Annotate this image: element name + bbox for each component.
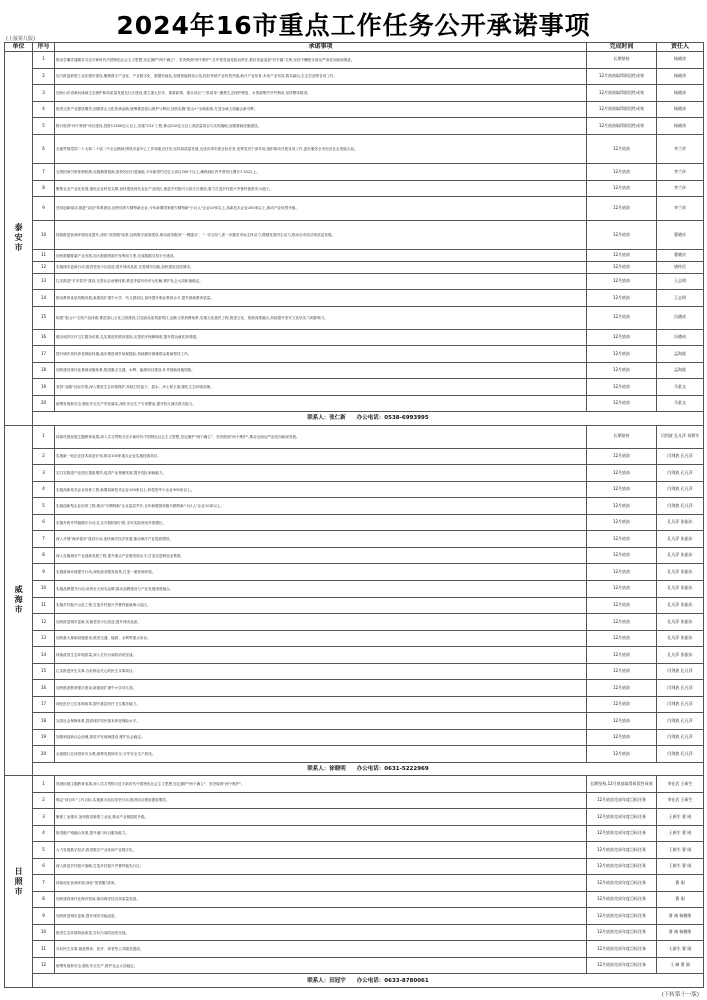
commitment-text: 巩固拓展主题教育成果,深入学习贯彻习近平新时代中国特色社会主义思想,坚定拥护"两个确立"、坚决做到"两个维护"。 xyxy=(55,776,587,793)
commitment-text: 实施创新型企业培育工程,推动"专精特新"企业量质齐升,全年新增国家级专精特新"小巨人"企业10家以上。 xyxy=(55,498,587,515)
row-number: 13 xyxy=(33,630,55,647)
completion-time: 长期坚持 xyxy=(587,425,657,448)
row-number: 6 xyxy=(33,134,55,164)
completion-time: 12月底前 xyxy=(587,713,657,730)
row-number: 9 xyxy=(33,908,55,925)
contact-info: 联系人：徐晓明 办公电话：0631-5222969 xyxy=(33,762,704,775)
commitment-text: 构建"泰山+"文旅产品体系,推进泰山文化公园建设,打造高品质旅游景区,创新文旅消费场景,实施文化惠民工程,推进文化、旅游深度融合,持续提升泰安文化软实力和影响力。 xyxy=(55,306,587,329)
row-number: 10 xyxy=(33,580,55,597)
edition-note: (上接第九版) xyxy=(6,36,35,42)
completion-time: 12月底前取得阶段性成效 xyxy=(587,101,657,118)
responsible-person: 闫剑波 孔凡萍 xyxy=(657,465,704,482)
table-row xyxy=(5,547,704,564)
header-no: 序号 xyxy=(33,43,55,52)
contact-row xyxy=(5,974,704,988)
table-row xyxy=(5,85,704,102)
responsible-person: 闫剑波 孔凡萍 xyxy=(657,448,704,465)
completion-time: 12月底前完成年度目标任务 xyxy=(587,875,657,892)
responsible-person: 孔凡萍 张振东 xyxy=(657,531,704,548)
continued-note: (下转第十一版) xyxy=(661,992,699,998)
table-row xyxy=(5,306,704,329)
commitment-text: 扎实推进"平安泰安"建设,完善社会治理体系,推进矛盾纠纷多元化解,维护社会大局和谐稳定。 xyxy=(55,273,587,290)
commitment-text: 办好民生实事,推进教育、医疗、养老等公共服务提质。 xyxy=(55,941,587,958)
completion-time: 12月底前完成年度目标任务 xyxy=(587,924,657,941)
completion-time: 12月底前完成年度目标任务 xyxy=(587,941,657,958)
row-number: 1 xyxy=(33,52,55,69)
completion-time: 12月底前 xyxy=(587,306,657,329)
row-number: 11 xyxy=(33,250,55,262)
completion-time: 12月底前完成年度目标任务 xyxy=(587,825,657,842)
row-number: 6 xyxy=(33,858,55,875)
responsible-person: 冯德成 xyxy=(657,329,704,346)
table-row xyxy=(5,729,704,746)
completion-time: 12月底前 xyxy=(587,362,657,379)
table-row xyxy=(5,329,704,346)
row-number: 11 xyxy=(33,597,55,614)
responsible-person: 闫剑波 孔凡萍 xyxy=(657,696,704,713)
completion-time: 12月底前 xyxy=(587,614,657,631)
header-task: 承诺事项 xyxy=(55,43,587,52)
responsible-person: 闫剑波 孔凡萍 xyxy=(657,498,704,515)
row-number: 4 xyxy=(33,825,55,842)
row-number: 15 xyxy=(33,306,55,329)
completion-time: 12月底前 xyxy=(587,746,657,763)
row-number: 7 xyxy=(33,875,55,892)
table-row xyxy=(5,941,704,958)
row-number: 16 xyxy=(33,680,55,697)
responsible-person: 闫剑波 孔凡萍 xyxy=(657,680,704,697)
commitment-text: 推进生态环境持续改善,打好污染防治攻坚战。 xyxy=(55,924,587,941)
responsible-person: 孔凡萍 张振东 xyxy=(657,630,704,647)
row-number: 3 xyxy=(33,465,55,482)
row-number: 11 xyxy=(33,941,55,958)
completion-time: 12月底前完成年度目标任务 xyxy=(587,842,657,859)
responsible-person: 闫剑波 孔凡萍 刘炳军 xyxy=(657,425,704,448)
commitment-text: 加快建设现代化基础设施体系,推进重点交通、水利、能源项目建设,补齐基础设施短板。 xyxy=(55,362,587,379)
row-number: 3 xyxy=(33,85,55,102)
table-row xyxy=(5,564,704,581)
table-row xyxy=(5,425,704,448)
commitment-text: 实施品牌提升行动,培育壮大知名品牌,推动品牌建设与产业发展深度融合。 xyxy=(55,580,587,597)
commitment-text: 加力推进新型工业化强市建设,聚焦数字产业化、产业数字化、数据价值化,加强智能制造示范,抓好传统产业转型升级,新兴产业培育,未来产业布局,数实融合,生态打造等各项工作。 xyxy=(55,68,587,85)
row-number: 1 xyxy=(33,776,55,793)
commitment-text: 完善社会保障体系,提高城乡居民基本养老保险水平。 xyxy=(55,713,587,730)
commitment-text: 加快建设现代化海洋牧场,推动海洋经济高质量发展。 xyxy=(55,891,587,908)
table-row xyxy=(5,875,704,892)
table-row xyxy=(5,290,704,307)
row-number: 18 xyxy=(33,362,55,379)
completion-time: 12月底前 xyxy=(587,680,657,697)
completion-time: 12月底前 xyxy=(587,164,657,181)
commitment-text: 持续优化营商环境,深化"放管服"改革。 xyxy=(55,875,587,892)
completion-time: 12月底前完成年度目标任务 xyxy=(587,809,657,826)
table-row xyxy=(5,647,704,664)
table-row xyxy=(5,481,704,498)
commitment-text: 加快重大基础设施建设,推进交通、能源、水利等重点项目。 xyxy=(55,630,587,647)
contact-info: 联系人：田冠宇 办公电话：0633-8780061 xyxy=(33,974,704,988)
responsible-person: 李在武 王新生 xyxy=(657,776,704,793)
completion-time: 12月底前 xyxy=(587,465,657,482)
table-row xyxy=(5,531,704,548)
completion-time: 12月底前 xyxy=(587,220,657,250)
table-row xyxy=(5,250,704,262)
commitment-text: 加快推进城市更新,实施老旧小区改造,提升城市品质。 xyxy=(55,614,587,631)
row-number: 2 xyxy=(33,68,55,85)
commitment-text: 聚焦农业产业化发展,强化农业科技支撑,加快建设现代农业产业园区,推进乡村振兴示范片区建设,着力打造乡村振兴齐鲁样板泰安示范区。 xyxy=(55,180,587,197)
responsible-person: 李在武 王新生 xyxy=(657,792,704,809)
commitment-text: 全面贯彻党的二十大和二十届二中全会精神,围绕市委中心工作和重点任务,坚持高质量发展,完成各项年度目标任务,发挥党员干部作用,组织推动开展各项工作,更好服务全市经济社会发展大局。 xyxy=(55,134,587,164)
completion-time: 12月底前 xyxy=(587,346,657,363)
completion-time: 12月底前完成年度目标任务 xyxy=(587,858,657,875)
unit-cell: 日照市 xyxy=(5,776,33,988)
completion-time: 12月底前 xyxy=(587,580,657,597)
commitment-text: 实打实推进产业园区提质增效,促进产业集聚发展,提升园区承载能力。 xyxy=(55,465,587,482)
commitment-text: 锚定"项目年"工作目标,实施重大项目攻坚行动,推进项目建设提质增效。 xyxy=(55,792,587,809)
row-number: 4 xyxy=(33,481,55,498)
responsible-person: 闫剑波 孔凡萍 xyxy=(657,663,704,680)
responsible-person: 孟海波 xyxy=(657,362,704,379)
responsible-person: 王新生 曹 刚 xyxy=(657,825,704,842)
completion-time: 12月底前取得阶段性成效 xyxy=(587,118,657,135)
table-row xyxy=(5,842,704,859)
table-row xyxy=(5,858,704,875)
responsible-person: 孟海波 xyxy=(657,346,704,363)
table-row xyxy=(5,746,704,763)
responsible-person: 李兰祥 xyxy=(657,164,704,181)
responsible-person: 王新生 曹 刚 xyxy=(657,941,704,958)
commitment-text: 全面践行总体国家安全观,统筹发展和安全,守牢安全生产底线。 xyxy=(55,746,587,763)
completion-time: 12月底前完成年度目标任务 xyxy=(587,908,657,925)
table-row xyxy=(5,346,704,363)
row-number: 17 xyxy=(33,346,55,363)
completion-time: 12月底前 xyxy=(587,547,657,564)
completion-time: 12月底前 xyxy=(587,273,657,290)
row-number: 10 xyxy=(33,220,55,250)
table-row xyxy=(5,68,704,85)
commitment-text: 实施城市更新行动,推进老旧小区改造,提升城市品质,完善城市功能,加快建设宜居城市。 xyxy=(55,261,587,273)
contact-info: 联系人：张仁新 办公电话：0538-6993995 xyxy=(33,412,704,425)
responsible-person: 王 峰 曹 刚 xyxy=(657,957,704,974)
commitment-text: 统筹发展和安全,强化安全生产,维护社会大局稳定。 xyxy=(55,957,587,974)
completion-time: 12月底前完成年度目标任务 xyxy=(587,957,657,974)
table-row xyxy=(5,663,704,680)
responsible-person: 曹 刚 杨德维 xyxy=(657,924,704,941)
commitment-text: 实施营商环境提升行动,深化政务服务改革,打造一流营商环境。 xyxy=(55,564,587,581)
completion-time: 12月底前完成年度目标任务 xyxy=(587,891,657,908)
completion-time: 12月底前 xyxy=(587,379,657,396)
row-number: 19 xyxy=(33,729,55,746)
row-number: 3 xyxy=(33,809,55,826)
row-number: 4 xyxy=(33,101,55,118)
unit-cell: 威海市 xyxy=(5,425,33,775)
table-row xyxy=(5,614,704,631)
table-row xyxy=(5,908,704,925)
row-number: 5 xyxy=(33,118,55,135)
completion-time: 12月底前 xyxy=(587,180,657,197)
commitment-text: 加快数据要素产业发展,加大数据资源开发利用力度,完成数据交易平台建设。 xyxy=(55,250,587,262)
table-row xyxy=(5,197,704,220)
row-number: 8 xyxy=(33,180,55,197)
row-number: 20 xyxy=(33,395,55,412)
completion-time: 12月底前取得阶段性成效 xyxy=(587,85,657,102)
commitment-text: 深入开展"海洋强市"建设行动,加快海洋经济发展,推动海洋产业提质增效。 xyxy=(55,531,587,548)
completion-time: 12月底前 xyxy=(587,663,657,680)
commitment-text: 持续改善生态环境质量,深入打好污染防治攻坚战。 xyxy=(55,647,587,664)
commitment-text: 持续巩固拓展主题教育成果,深入学习贯彻习近平新时代中国特色社会主义思想,坚定拥护"两个确立"、坚决做到"两个维护",推动全面从严治党向纵深发展。 xyxy=(55,425,587,448)
completion-time: 12月底前 xyxy=(587,696,657,713)
row-number: 19 xyxy=(33,379,55,396)
responsible-person: 孔凡萍 张振东 xyxy=(657,647,704,664)
row-number: 12 xyxy=(33,614,55,631)
responsible-person: 冯德成 xyxy=(657,306,704,329)
completion-time: 12月底前 xyxy=(587,197,657,220)
table-body xyxy=(5,52,704,988)
responsible-person: 杨晓涛 xyxy=(657,52,704,69)
commitment-text: 深入实施城市产业创新发展工程,提升重点产业链发展水平,打造先进制造业集群。 xyxy=(55,547,587,564)
table-row xyxy=(5,924,704,941)
responsible-person: 孔凡萍 张振东 xyxy=(657,597,704,614)
responsible-person: 孔凡萍 张振东 xyxy=(657,580,704,597)
table-row xyxy=(5,792,704,809)
responsible-person: 李兰祥 xyxy=(657,180,704,197)
completion-time: 12月底前 xyxy=(587,290,657,307)
unit-cell: 泰安市 xyxy=(5,52,33,426)
table-row xyxy=(5,680,704,697)
responsible-person: 王新生 曹 刚 xyxy=(657,858,704,875)
row-number: 17 xyxy=(33,696,55,713)
responsible-person: 孔凡萍 张振东 xyxy=(657,614,704,631)
row-number: 5 xyxy=(33,498,55,515)
row-number: 16 xyxy=(33,329,55,346)
row-number: 20 xyxy=(33,746,55,763)
commitment-text: 提升城乡居民养老保险待遇,稳步推进城乡低保提标,持续做好困难群众救助帮扶工作。 xyxy=(55,346,587,363)
responsible-person: 曹 刚 xyxy=(657,891,704,908)
completion-time: 12月底前 xyxy=(587,531,657,548)
row-number: 10 xyxy=(33,924,55,941)
completion-time: 12月底前 xyxy=(587,729,657,746)
responsible-person: 杨晓涛 xyxy=(657,118,704,135)
table-row xyxy=(5,580,704,597)
completion-time: 12月底前取得阶段性成效 xyxy=(587,68,657,85)
responsible-person: 马景文 xyxy=(657,379,704,396)
table-row xyxy=(5,630,704,647)
responsible-person: 王新生 曹 刚 xyxy=(657,809,704,826)
completion-time: 12月底前 xyxy=(587,261,657,273)
header-owner: 责任人 xyxy=(657,43,704,52)
completion-time: 12月底前 xyxy=(587,250,657,262)
responsible-person: 王志明 xyxy=(657,290,704,307)
responsible-person: 闫剑波 孔凡萍 xyxy=(657,746,704,763)
commitment-text: 实施高新技术企业培育工程,新增高新技术企业100家以上,科技型中小企业300家以上。 xyxy=(55,481,587,498)
row-number: 1 xyxy=(33,425,55,448)
row-number: 6 xyxy=(33,514,55,531)
completion-time: 12月底前 xyxy=(587,564,657,581)
table-row xyxy=(5,52,704,69)
commitment-text: 实施新一轮企业技术改造计划,推动100家重点企业实施技改项目。 xyxy=(55,448,587,465)
row-number: 18 xyxy=(33,713,55,730)
row-number: 14 xyxy=(33,290,55,307)
commitment-text: 统筹发展和安全,强化安全生产责任落实,深化安全生产专项整治,提升防灾减灾救灾能力。 xyxy=(55,395,587,412)
responsible-person: 曹 刚 xyxy=(657,875,704,892)
completion-time: 12月底前 xyxy=(587,395,657,412)
responsible-person: 闫剑波 孔凡萍 xyxy=(657,481,704,498)
commitment-text: 实施外资外贸稳增长行动,扎实开展招商引资,全年实际使用外资增长。 xyxy=(55,514,587,531)
row-number: 9 xyxy=(33,564,55,581)
commitment-text: 推动学懂弄通做实习近平新时代中国特色社会主义思想,坚定拥护"两个确立"、坚决做到"两个维护",打牢管党治党政治责任,抓好省委巡视"后半篇"文章,坚持不懈把全面从严治党向纵深推进。 xyxy=(55,52,587,69)
table-row xyxy=(5,891,704,908)
table-row xyxy=(5,514,704,531)
row-number: 13 xyxy=(33,273,55,290)
row-number: 7 xyxy=(33,531,55,548)
commitment-table xyxy=(4,42,704,988)
table-row xyxy=(5,465,704,482)
completion-time: 12月底前 xyxy=(587,647,657,664)
table-row xyxy=(5,776,704,793)
table-row xyxy=(5,164,704,181)
commitment-text: 实施乡村振兴示范工程,打造乡村振兴齐鲁样板威海示范区。 xyxy=(55,597,587,614)
row-number: 12 xyxy=(33,261,55,273)
table-row xyxy=(5,696,704,713)
completion-time: 12月底前 xyxy=(587,630,657,647)
responsible-person: 王志明 xyxy=(657,273,704,290)
header-unit: 单位 xyxy=(5,43,33,52)
table-row xyxy=(5,825,704,842)
row-number: 12 xyxy=(33,957,55,974)
commitment-text: 健全城乡医疗卫生服务体系,扎实推进医联体建设,完善医疗保障制度,提升群众就医获得感。 xyxy=(55,329,587,346)
responsible-person: 李兰祥 xyxy=(657,134,704,164)
header-time: 完成时间 xyxy=(587,43,657,52)
responsible-person: 闫剑波 孔凡萍 xyxy=(657,729,704,746)
table-header-row xyxy=(5,43,704,52)
commitment-text: 加快山东省黄河流域生态保护和高质量发展先行区建设,建立重大任务、重要政策、重点项目"三张清单",聚焦生态保护修复、水资源集约节约利用,坚持整体推进。 xyxy=(55,85,587,102)
page-title: 2024年16市重点工作任务公开承诺事项 xyxy=(116,11,591,40)
table-row xyxy=(5,273,704,290)
responsible-person: 曹晓庆 xyxy=(657,250,704,262)
commitment-text: 加快推进城市更新,提升城市功能品质。 xyxy=(55,908,587,925)
commitment-text: 加快推进教育强市建设,新建改扩建中小学幼儿园。 xyxy=(55,680,587,697)
commitment-text: 推动教育优质均衡发展,新建改扩建中小学、幼儿园项目,加快提升职业教育水平,提升基础教育质量。 xyxy=(55,290,587,307)
completion-time: 长期坚持 xyxy=(587,52,657,69)
responsible-person: 王新生 曹 刚 xyxy=(657,842,704,859)
table-row xyxy=(5,101,704,118)
commitment-text: 坚持创新驱动,推进"双创"体系建设,加快培育专精特新企业,今年新增国家级专精特新"小巨人"企业10家以上,高新技术企业100家以上,推动产业转型升级。 xyxy=(55,197,587,220)
table-row xyxy=(5,809,704,826)
commitment-text: 推进文旅产业提质增效,加强泰山文化传承创新,统筹推进泰山保护与利用,加快实施"泰山+"全域旅游,打造全域文旅融合新引擎。 xyxy=(55,101,587,118)
responsible-person: 曹 刚 杨德维 xyxy=(657,908,704,925)
responsible-person: 李兰祥 xyxy=(657,197,704,220)
responsible-person: 孔凡萍 张振东 xyxy=(657,514,704,531)
completion-time: 长期坚持,12月底前取得阶段性成效 xyxy=(587,776,657,793)
responsible-person: 马景文 xyxy=(657,395,704,412)
commitment-text: 大力发展数字经济,推进数字产业化和产业数字化。 xyxy=(55,842,587,859)
row-number: 8 xyxy=(33,547,55,564)
completion-time: 12月底前 xyxy=(587,448,657,465)
row-number: 8 xyxy=(33,891,55,908)
commitment-text: 加强和创新社会治理,推进平安威海建设,维护社会稳定。 xyxy=(55,729,587,746)
completion-time: 12月底前 xyxy=(587,597,657,614)
completion-time: 12月底前 xyxy=(587,481,657,498)
completion-time: 12月底前 xyxy=(587,134,657,164)
responsible-person: 杨晓涛 xyxy=(657,85,704,102)
commitment-text: 坚持"双碳"目标引领,深入推进生态环境保护,持续打好蓝天、碧水、净土保卫战,强化生态环境治理。 xyxy=(55,379,587,396)
commitment-text: 深入推进乡村振兴战略,打造乡村振兴齐鲁样板先行区。 xyxy=(55,858,587,875)
table-row xyxy=(5,379,704,396)
table-row xyxy=(5,118,704,135)
responsible-person: 孔凡萍 张振东 xyxy=(657,564,704,581)
row-number: 9 xyxy=(33,197,55,220)
table-row xyxy=(5,220,704,250)
table-row xyxy=(5,362,704,379)
completion-time: 12月底前完成年度目标任务 xyxy=(587,792,657,809)
commitment-text: 持续推进营商环境优化提升,深化"放管服"改革,加快数字政府建设,推动政务服务"一网通办"、"一次办好",进一步激发市场主体活力,增强发展内生动力,推动全市经济高质量发展。 xyxy=(55,220,587,250)
table-row xyxy=(5,261,704,273)
table-row xyxy=(5,713,704,730)
row-number: 5 xyxy=(33,842,55,859)
row-number: 14 xyxy=(33,647,55,664)
row-number: 15 xyxy=(33,663,55,680)
responsible-person: 孔凡萍 张振东 xyxy=(657,547,704,564)
commitment-text: 推进港产城融合发展,提升港口综合服务能力。 xyxy=(55,825,587,842)
row-number: 7 xyxy=(33,164,55,181)
table-row xyxy=(5,498,704,515)
row-number: 2 xyxy=(33,792,55,809)
table-row xyxy=(5,448,704,465)
responsible-person: 曹晓庆 xyxy=(657,220,704,250)
commitment-text: 完善招商引资体制机制,实施精准招商,加快项目引进落地,今年新签约过亿元项目200个以上,确保到位内外资同比增长7.5%以上。 xyxy=(55,164,587,181)
commitment-text: 深化医疗卫生体制改革,提升基层医疗卫生服务能力。 xyxy=(55,696,587,713)
row-number: 2 xyxy=(33,448,55,465)
table-row xyxy=(5,395,704,412)
responsible-person: 杨晓涛 xyxy=(657,101,704,118)
completion-time: 12月底前 xyxy=(587,514,657,531)
commitment-text: 聚焦工业强市,加快推进新型工业化,推动产业链提质升级。 xyxy=(55,809,587,826)
responsible-person: 闫剑波 孔凡萍 xyxy=(657,713,704,730)
commitment-text: 扎实推进民生实事,办好群众关心的民生实事项目。 xyxy=(55,663,587,680)
completion-time: 12月底前 xyxy=(587,329,657,346)
contact-row xyxy=(5,762,704,775)
table-row xyxy=(5,957,704,974)
table-row xyxy=(5,597,704,614)
responsible-person: 杨晓涛 xyxy=(657,68,704,85)
responsible-person: 唐传民 xyxy=(657,261,704,273)
commitment-text: 推行取得"四个特别"项目建设,投资11500亿元以上,实施"231"工程,推动210亿元以上高质量项目与实现落地,加强基础设施建设。 xyxy=(55,118,587,135)
table-row xyxy=(5,134,704,164)
contact-row xyxy=(5,412,704,425)
completion-time: 12月底前 xyxy=(587,498,657,515)
table-row xyxy=(5,180,704,197)
